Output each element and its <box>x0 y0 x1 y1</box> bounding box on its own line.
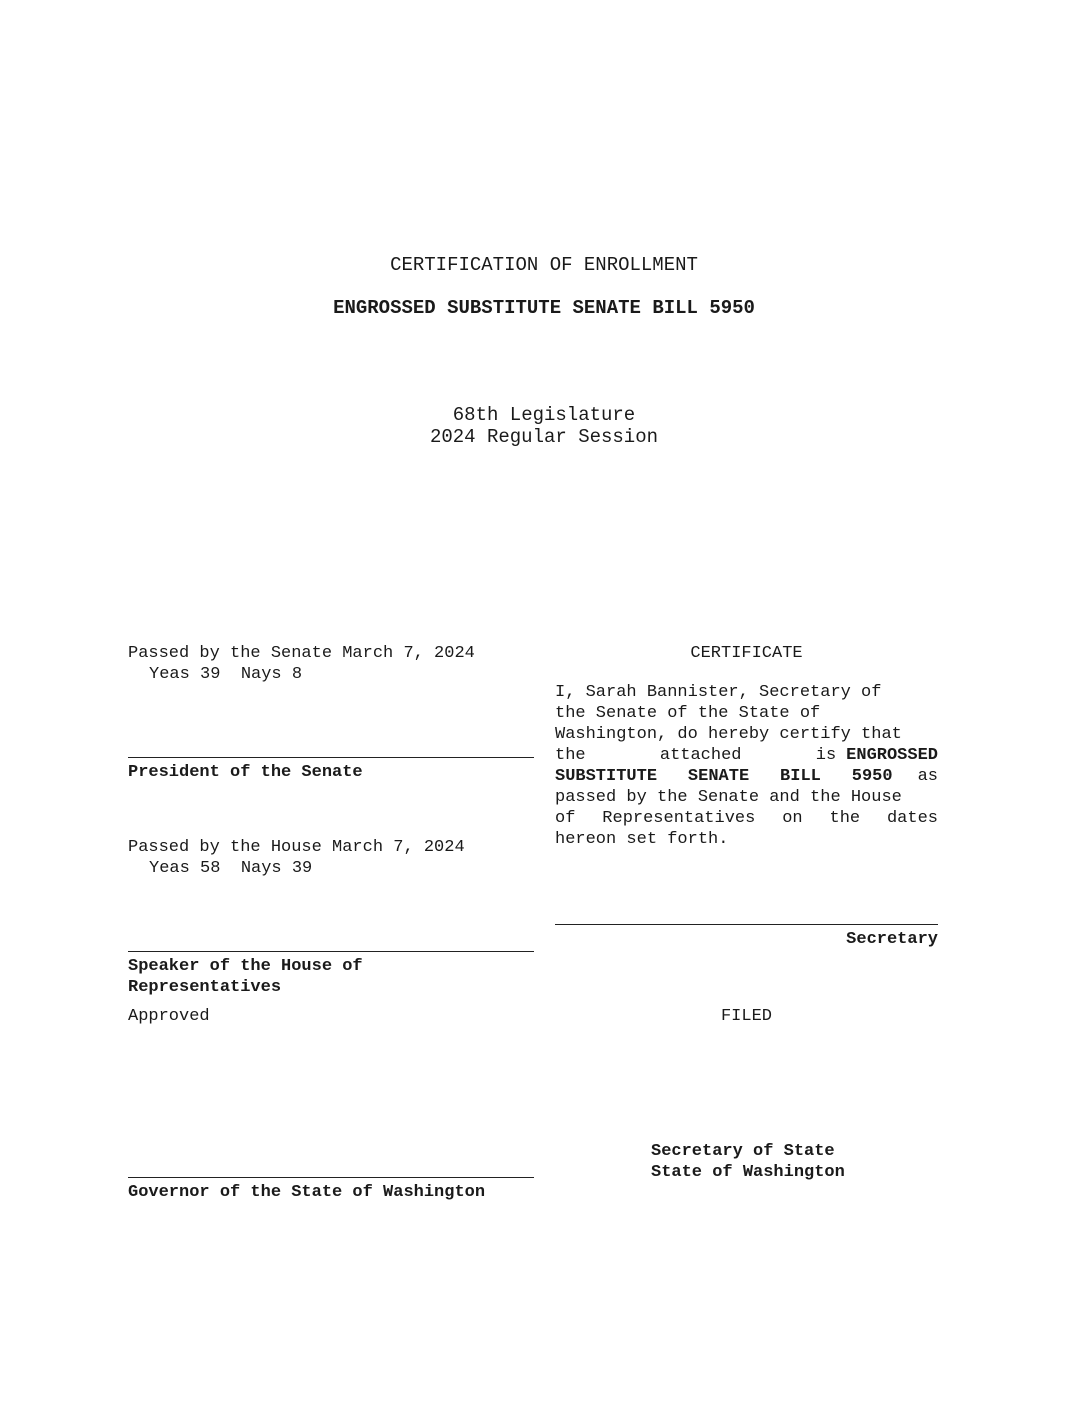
certificate-line: of Representatives on the dates <box>555 809 938 828</box>
certificate-line <box>555 745 938 766</box>
house-speaker-label-line2: Representatives <box>128 978 282 997</box>
certification-title: CERTIFICATION OF ENROLLMENT <box>390 254 698 276</box>
session-label: 2024 Regular Session <box>429 426 659 448</box>
senate-passed-line: Passed by the Senate March 7, 2024 <box>128 644 475 663</box>
certificate-heading: CERTIFICATE <box>690 644 803 663</box>
certificate-line: passed by the Senate and the House <box>555 788 902 807</box>
certificate-line <box>555 766 938 787</box>
certificate-bill-name-part2: SUBSTITUTE SENATE BILL 5950 <box>555 767 893 786</box>
certificate-line: hereon set forth. <box>555 830 729 849</box>
legislature-label: 68th Legislature <box>452 404 636 426</box>
house-speaker-label-line1: Speaker of the House of <box>128 957 363 976</box>
bill-title: ENGROSSED SUBSTITUTE SENATE BILL 5950 <box>333 297 755 319</box>
certificate-line: the Senate of the State of <box>555 704 821 723</box>
certificate-line-text: as <box>917 767 938 786</box>
certificate-line-text: the attached is <box>555 746 837 765</box>
certificate-body <box>555 682 938 850</box>
house-votes-line: Yeas 58 Nays 39 <box>149 859 313 878</box>
certificate-line: Washington, do hereby certify that <box>555 725 902 744</box>
certificate-bill-name-part1: ENGROSSED <box>846 746 938 765</box>
senate-president-label: President of the Senate <box>128 763 363 782</box>
governor-signature-line <box>128 1177 534 1178</box>
secretary-label: Secretary <box>846 930 938 949</box>
approved-label: Approved <box>128 1007 210 1026</box>
filed-label: FILED <box>720 1007 772 1026</box>
senate-votes-line: Yeas 39 Nays 8 <box>149 665 303 684</box>
governor-label: Governor of the State of Washington <box>128 1183 486 1202</box>
secretary-of-state-label: Secretary of State <box>651 1142 835 1161</box>
house-passed-line: Passed by the House March 7, 2024 <box>128 838 465 857</box>
senate-signature-line <box>128 757 534 758</box>
house-signature-line <box>128 951 534 952</box>
secretary-signature-line <box>555 924 938 925</box>
certificate-line: I, Sarah Bannister, Secretary of <box>555 683 882 702</box>
state-of-washington-label: State of Washington <box>651 1163 845 1182</box>
